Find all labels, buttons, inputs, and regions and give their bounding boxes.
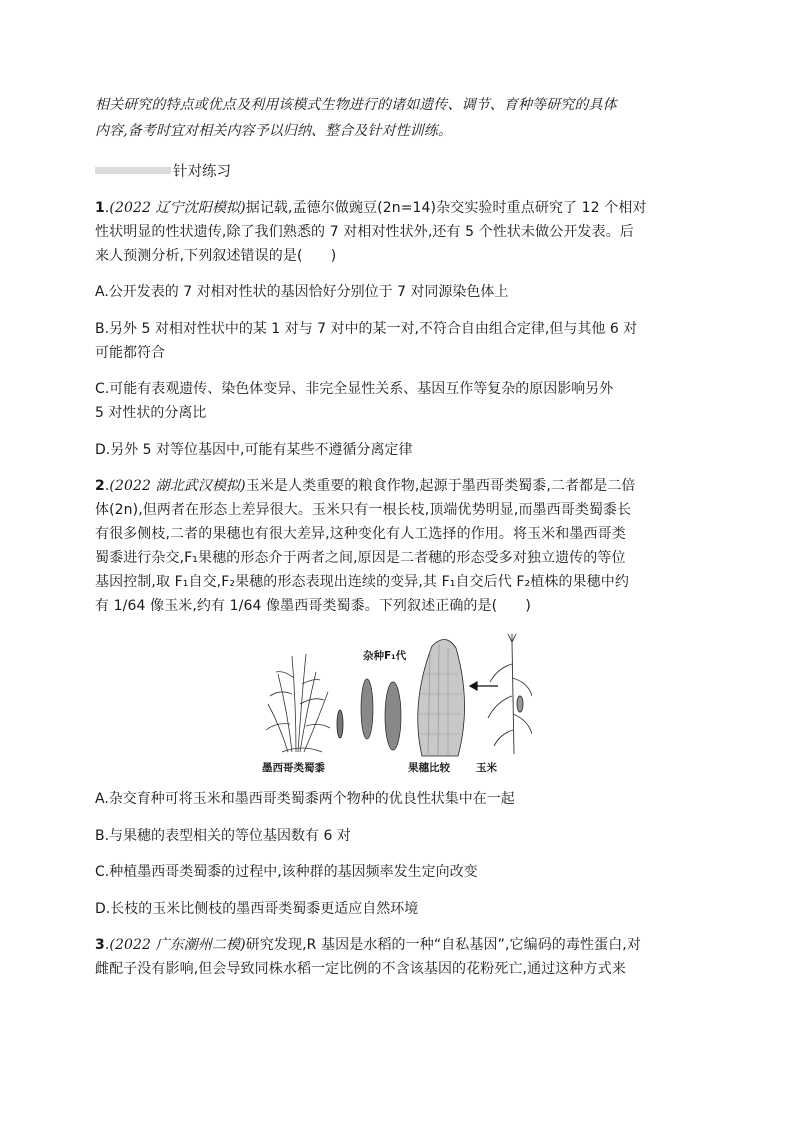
q1-stem-line-2: 性状明显的性状遗传,除了我们熟悉的 7 对相对性状外,还有 5 个性状未做公开发表。后: [95, 224, 634, 240]
q2-option-d: D.长枝的玉米比侧枝的墨西哥类蜀黍更适应自然环境: [95, 901, 419, 917]
hybrid-ear-drawing: [361, 679, 401, 750]
q3-number: 3: [95, 937, 105, 953]
teosinte-ear-drawing: [337, 710, 343, 738]
maize-plant-drawing: [488, 634, 532, 754]
label-ear-comparison: 果穗比较: [408, 762, 450, 774]
q1-number: 1: [95, 200, 105, 216]
q2-stem-text-1: 玉米是人类重要的粮食作物,起源于墨西哥类蜀黍,二者都是二倍: [245, 478, 636, 494]
q1-option-c-line-2: 5 对性状的分离比: [95, 405, 207, 421]
q1-stem-line-3: 来人预测分析,下列叙述错误的是( ): [95, 248, 337, 264]
q3-stem-text-1: 研究发现,R 基因是水稻的一种“自私基因”,它编码的毒性蛋白,对: [245, 937, 641, 953]
teosinte-plant-drawing: [266, 654, 330, 752]
q1-stem-line-1: 1.(2022 辽宁沈阳模拟)据记载,孟德尔做豌豆(2n=14)杂交实验时重点研究了 12 个相对: [95, 200, 647, 216]
section-header: [95, 160, 231, 181]
label-hybrid-f1: 杂种F₁代: [363, 650, 407, 662]
label-maize: 玉米: [476, 762, 497, 774]
maize-teosinte-figure: [262, 634, 532, 776]
section-bar-decoration: [95, 167, 171, 174]
arrow-icon: [470, 682, 498, 690]
q2-option-c: C.种植墨西哥类蜀黍的过程中,该种群的基因频率发生定向改变: [95, 864, 478, 880]
q1-source: (2022 辽宁沈阳模拟): [109, 200, 246, 216]
q3-stem-line-1: 3.(2022 广东潮州二模)研究发现,R 基因是水稻的一种“自私基因”,它编码的毒性蛋白,对: [95, 937, 641, 953]
intro-line-1: 相关研究的特点或优点及利用该模式生物进行的诸如遗传、调节、育种等研究的具体: [95, 97, 617, 113]
q2-number: 2: [95, 478, 105, 494]
label-teosinte: 墨西哥类蜀黍: [262, 762, 325, 774]
section-title: 针对练习: [173, 164, 231, 180]
q1-option-a: A.公开发表的 7 对相对性状的基因恰好分别位于 7 对同源染色体上: [95, 284, 509, 300]
q3-source: (2022 广东潮州二模): [109, 937, 246, 953]
q2-stem-line-5: 基因控制,取 F₁自交,F₂果穗的形态表现出连续的变异,其 F₁自交后代 F₂植株的果穗中约: [95, 574, 629, 590]
q2-option-a: A.杂交育种可将玉米和墨西哥类蜀黍两个物种的优良性状集中在一起: [95, 791, 515, 807]
intro-line-2: 内容,备考时宜对相关内容予以归纳、整合及针对性训练。: [95, 123, 453, 139]
q1-option-d: D.另外 5 对等位基因中,可能有某些不遵循分离定律: [95, 442, 413, 458]
q3-stem-line-2: 雌配子没有影响,但会导致同株水稻一定比例的不含该基因的花粉死亡,通过这种方式来: [95, 961, 626, 977]
q1-stem-text-1: 据记载,孟德尔做豌豆(2n=14)杂交实验时重点研究了 12 个相对: [245, 200, 647, 216]
q2-stem-line-6: 有 1/64 像玉米,约有 1/64 像墨西哥类蜀黍。下列叙述正确的是( ): [95, 598, 531, 614]
q2-option-b: B.与果穗的表型相关的等位基因数有 6 对: [95, 828, 351, 844]
q1-option-b-line-1: B.另外 5 对相对性状中的某 1 对与 7 对中的某一对,不符合自由组合定律,但与其他 6 对: [95, 321, 638, 337]
q2-stem-line-2: 体(2n),但两者在形态上差异很大。玉米只有一根长枝,顶端优势明显,而墨西哥类蜀黍长: [95, 502, 632, 518]
q2-stem-line-3: 有很多侧枝,二者的果穗也有很大差异,这种变化有人工选择的作用。将玉米和墨西哥类: [95, 526, 626, 542]
q2-source: (2022 湖北武汉模拟): [109, 478, 246, 494]
maize-ear-drawing: [418, 639, 465, 756]
q2-stem-line-1: 2.(2022 湖北武汉模拟)玉米是人类重要的粮食作物,起源于墨西哥类蜀黍,二者都是二倍: [95, 478, 636, 494]
q1-option-b-line-2: 可能都符合: [95, 345, 165, 361]
q2-stem-line-4: 蜀黍进行杂交,F₁果穗的形态介于两者之间,原因是二者穗的形态受多对独立遗传的等位: [95, 550, 626, 566]
q1-option-c-line-1: C.可能有表观遗传、染色体变异、非完全显性关系、基因互作等复杂的原因影响另外: [95, 381, 614, 397]
